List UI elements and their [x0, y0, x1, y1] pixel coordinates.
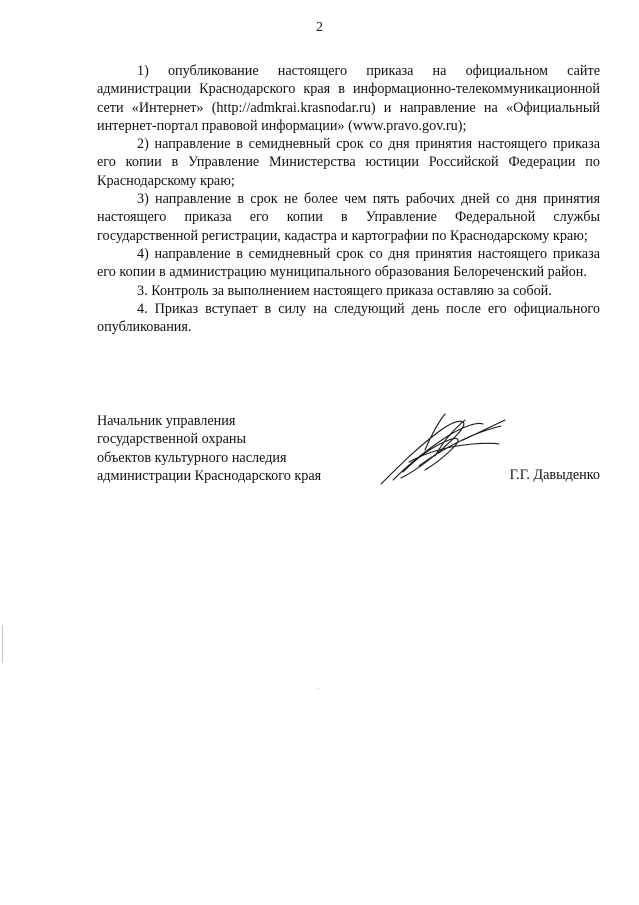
paragraph-publication: 1) опубликование настоящего приказа на официальном сайте администрации Краснодарского края в информационно-телекоммуникационной сети «Интернет» (http://admkrai.krasnodar.ru) и направление на «Официальный интернет-портал правовой информации» (www.pravo.gov.ru);	[97, 63, 600, 134]
paragraph-registration-service: 3) направление в срок не более чем пять рабочих дней со дня принятия настоящего приказа его копии в Управление Федеральной службы государственной регистрации, кадастра и картографии по Краснодарскому краю;	[97, 191, 600, 244]
signature-block	[97, 412, 600, 485]
document-body	[97, 62, 600, 336]
handwritten-signature	[379, 406, 509, 488]
signatory-position-line: администрации Краснодарского края	[97, 467, 322, 484]
scan-margin-mark	[2, 625, 3, 663]
scan-speck	[318, 688, 319, 689]
page-number: 2	[316, 20, 323, 35]
signatory-position-line: объектов культурного наследия	[97, 449, 287, 466]
paragraph-control: 3. Контроль за выполнением настоящего приказа оставляю за собой.	[137, 282, 552, 299]
paragraph-justice-ministry: 2) направление в семидневный срок со дня принятия настоящего приказа его копии в Управление Министерства юстиции Российской Федерации по Краснодарскому краю;	[97, 136, 600, 189]
signatory-name: Г.Г. Давыденко	[509, 467, 600, 483]
signatory-position-line: государственной охраны	[97, 431, 247, 448]
paragraph-entry-into-force: 4. Приказ вступает в силу на следующий день после его официального опубликования.	[97, 300, 600, 336]
paragraph-municipal-administration: 4) направление в семидневный срок со дня принятия настоящего приказа его копии в администрацию муниципального образования Белореченский район.	[97, 245, 600, 281]
signatory-position-line: Начальник управления	[97, 413, 236, 429]
